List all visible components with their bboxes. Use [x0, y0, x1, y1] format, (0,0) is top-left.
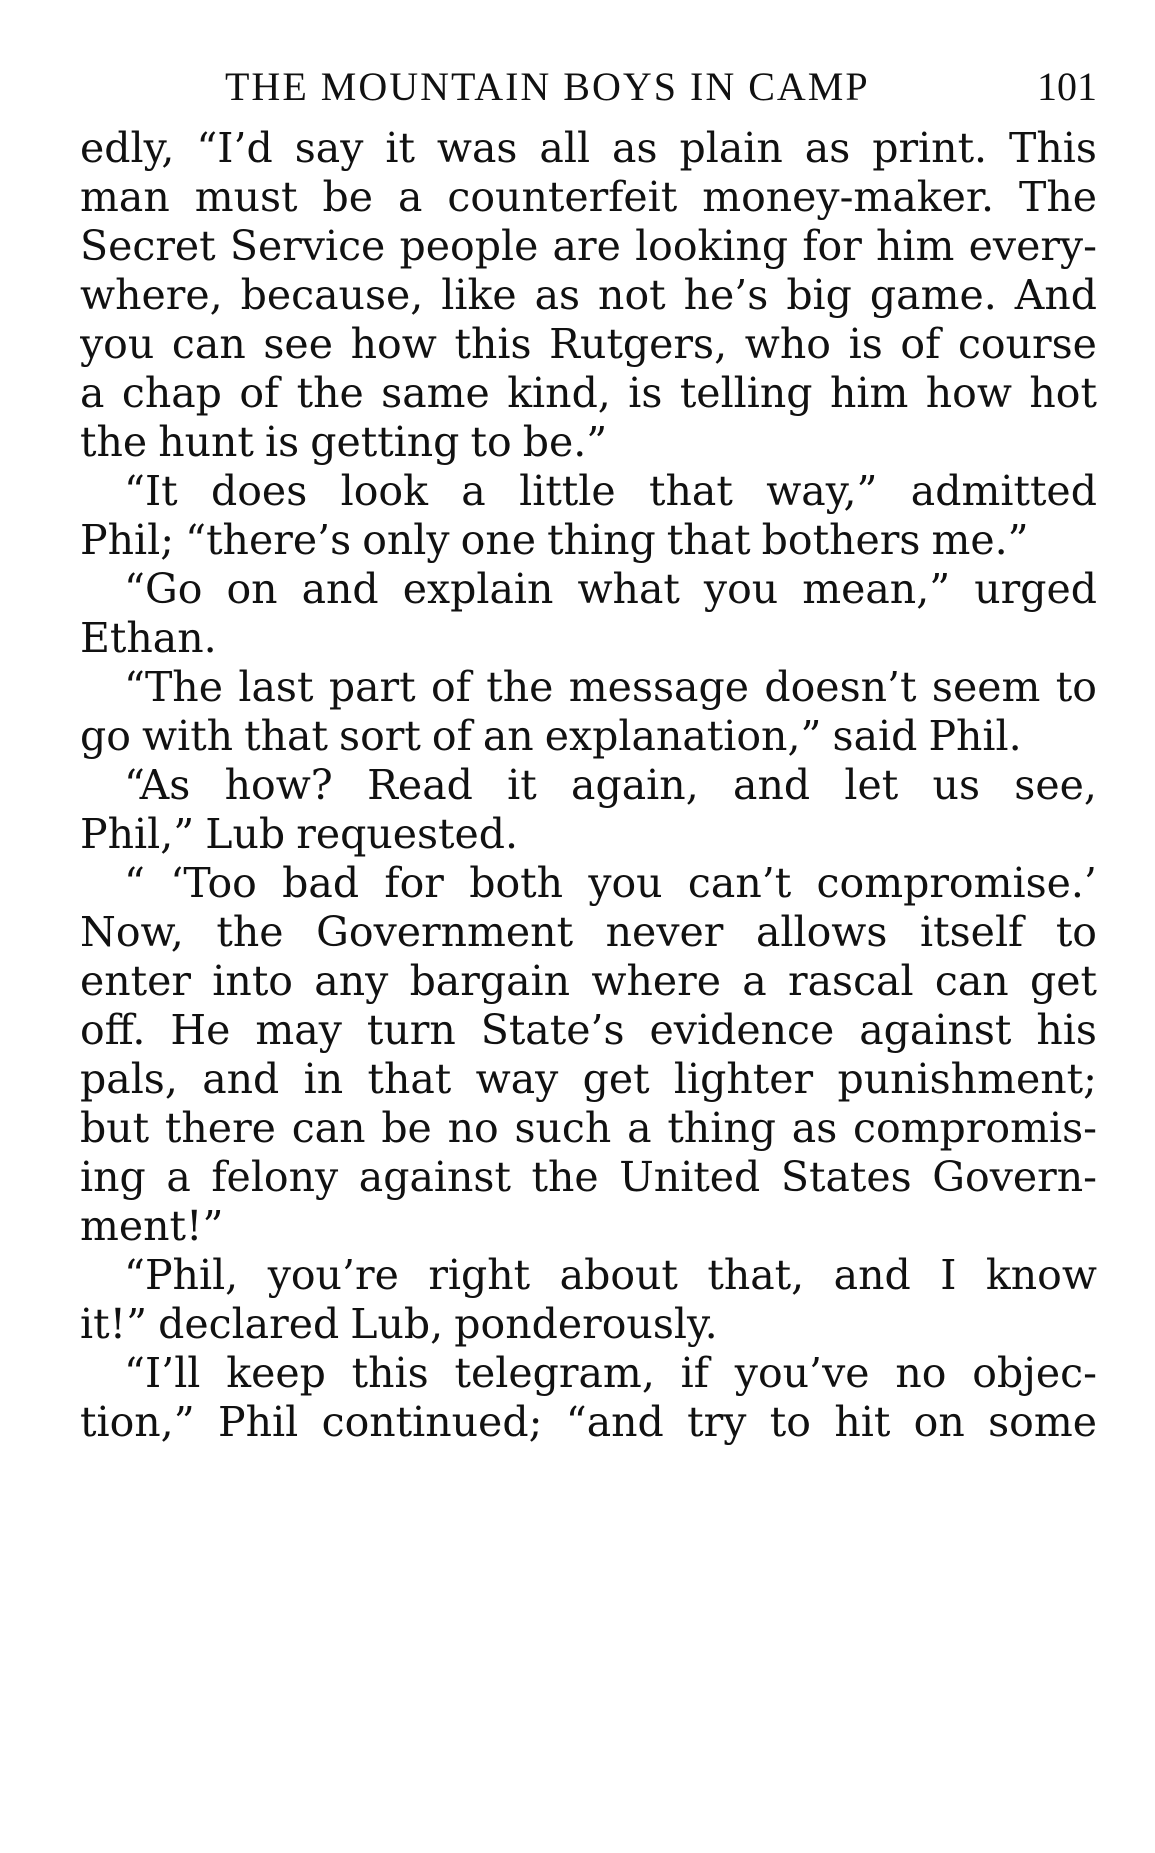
text-line: Secret Service people are looking for him every- [80, 222, 1097, 270]
text-line: “ ‘Too bad for both you can’t compromise.’ [124, 859, 1097, 907]
text-line: off. He may turn State’s evidence against his [80, 1006, 1097, 1054]
text-line: “As how? Read it again, and let us see, [124, 761, 1097, 809]
text-line: “I’ll keep this telegram, if you’ve no objec- [124, 1349, 1097, 1397]
text-line: go with that sort of an explanation,” said Phil. [80, 712, 1022, 760]
text-line: Phil; “there’s only one thing that bothers me.” [80, 516, 1029, 564]
text-line: you can see how this Rutgers, who is of course [80, 320, 1097, 368]
text-line: “Go on and explain what you mean,” urged [124, 565, 1097, 613]
text-line: but there can be no such a thing as compromis- [80, 1104, 1097, 1152]
text-line: Ethan. [80, 614, 217, 662]
text-line: Phil,” Lub requested. [80, 810, 519, 858]
running-head [80, 62, 1097, 112]
text-line: ing a felony against the United States Govern- [80, 1153, 1097, 1201]
text-line: ment!” [80, 1202, 224, 1250]
text-line: man must be a counterfeit money-maker. The [80, 173, 1097, 221]
text-line: edly, “I’d say it was all as plain as print. This [80, 124, 1097, 172]
running-title: THE MOUNTAIN BOYS IN CAMP [225, 64, 870, 109]
text-line: pals, and in that way get lighter punishment; [80, 1055, 1097, 1103]
text-line: the hunt is getting to be.” [80, 418, 608, 466]
text-line: it!” declared Lub, ponderously. [80, 1300, 718, 1348]
text-line: Now, the Government never allows itself to [80, 908, 1097, 956]
text-line: “The last part of the message doesn’t seem to [124, 663, 1097, 711]
text-line: where, because, like as not he’s big game. And [80, 271, 1097, 319]
text-line: “Phil, you’re right about that, and I know [124, 1251, 1097, 1299]
text-line: enter into any bargain where a rascal can get [80, 957, 1097, 1005]
text-line: “It does look a little that way,” admitted [124, 467, 1097, 515]
text-line: tion,” Phil continued; “and try to hit on some [80, 1398, 1097, 1446]
page-number: 101 [1037, 64, 1097, 109]
text-line: a chap of the same kind, is telling him how hot [80, 369, 1097, 417]
